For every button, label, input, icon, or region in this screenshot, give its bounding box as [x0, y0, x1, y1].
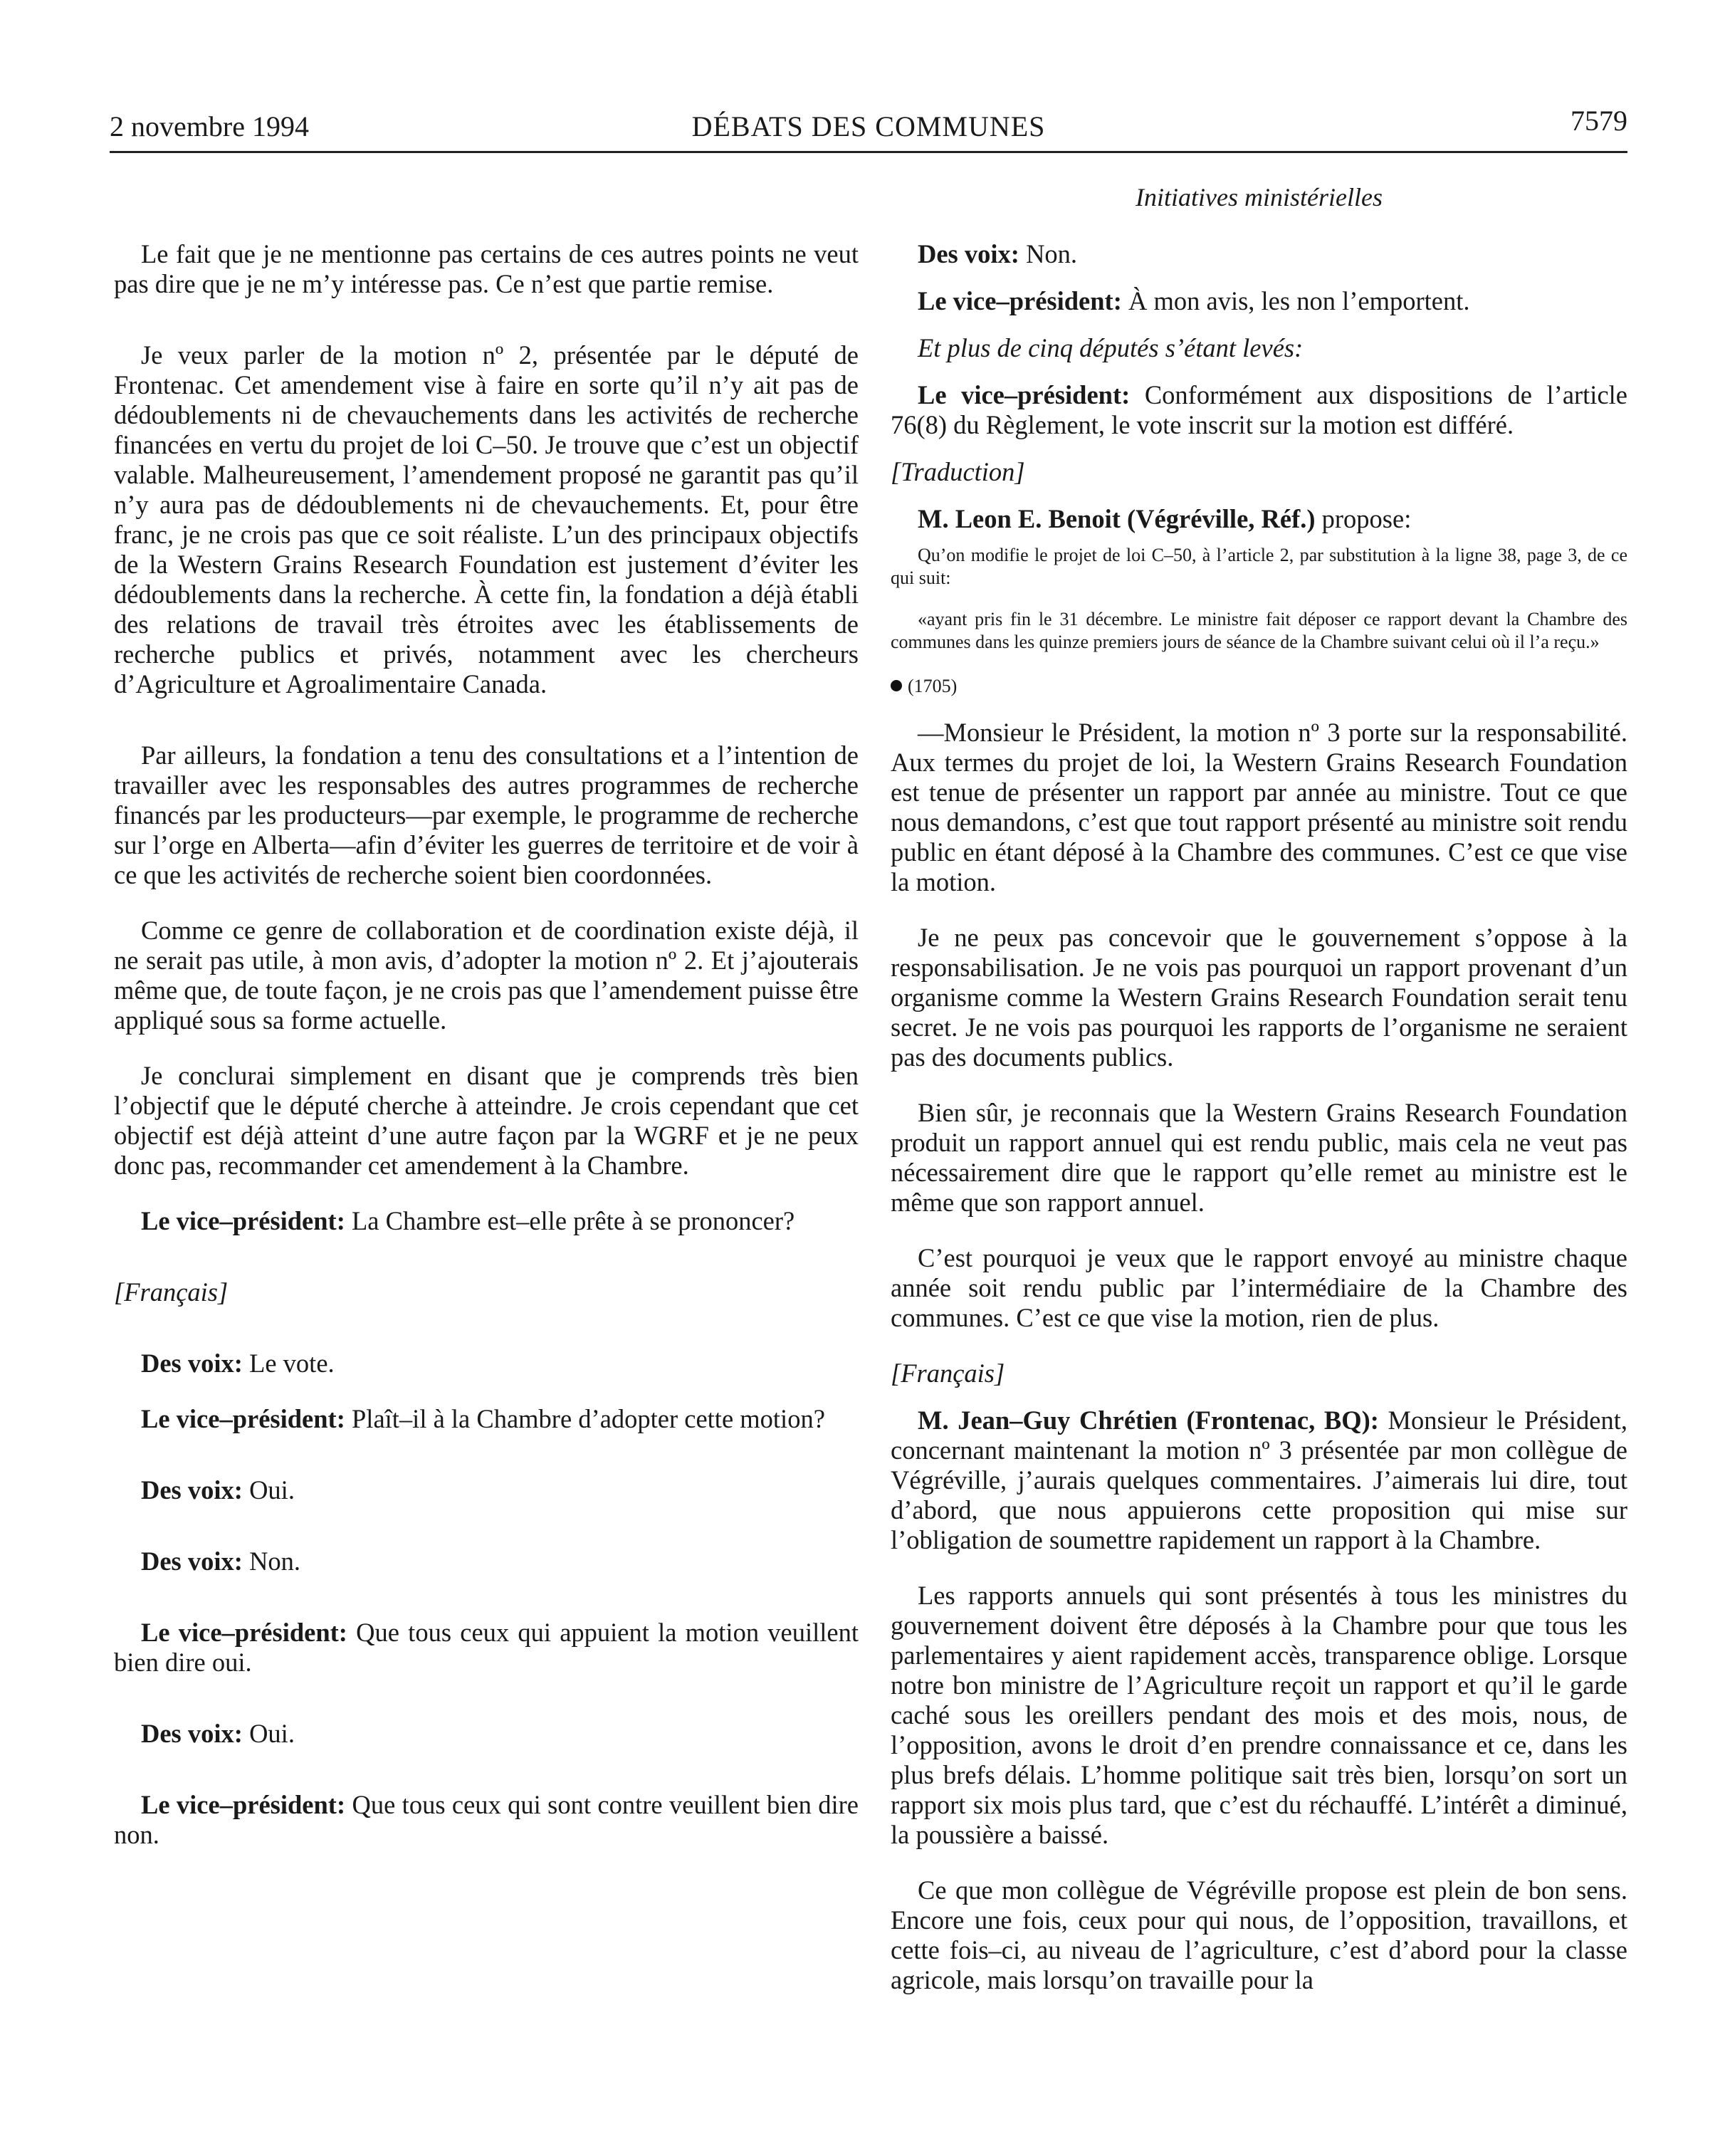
motion-text: Qu’on modifie le projet de loi C–50, à l’article 2, par substitution à la ligne 38, page 3, de ce qui suit: — [891, 545, 1627, 588]
paragraph: Je conclurai simplement en disant que je comprends très bien l’objectif que le député cherche à atteindre. Je crois cependant que cet objectif est déjà atteint d’une autre façon par la WGRF et je ne peux donc pas, recommander cet amendement à la Chambre. — [114, 1061, 859, 1180]
speaker-name: Le vice–président: — [141, 1790, 346, 1819]
language-tag: [Français] — [891, 1359, 1005, 1388]
time-marker — [891, 675, 1627, 698]
speech-text: Oui. — [242, 1719, 295, 1748]
speech-text: Que tous ceux qui sont contre veuillent bien dire non. — [114, 1790, 859, 1849]
speaker-name: Le vice–président: — [141, 1618, 347, 1647]
speaker-paragraph — [114, 1547, 859, 1576]
speaker-name: Le vice–président: — [141, 1404, 345, 1433]
speaker-paragraph — [891, 239, 1627, 269]
speaker-paragraph — [114, 1719, 859, 1749]
speech-text: Plaît–il à la Chambre d’adopter cette motion? — [345, 1404, 825, 1433]
speech-text: Monsieur le Président, concernant maintenant la motion nº 3 présentée par mon collègue de Végréville, j’aurais quelques commentaires. J’aimerais lui dire, tout d’abord, que nous appuierons cette proposition qui mise sur l’obligation de soumettre rapidement un rapport à la Chambre. — [891, 1406, 1627, 1554]
speech-text: Conformément aux dispositions de l’article 76(8) du Règlement, le vote inscrit sur la motion est différé. — [891, 380, 1627, 439]
paragraph: C’est pourquoi je veux que le rapport envoyé au ministre chaque année soit rendu public par l’intermédiaire de la Chambre des communes. C’est ce que vise la motion, rien de plus. — [891, 1243, 1627, 1332]
speech-text: Le vote. — [242, 1349, 335, 1378]
speaker-paragraph — [114, 1618, 859, 1678]
header-title: DÉBATS DES COMMUNES — [691, 110, 1046, 142]
page-header — [110, 107, 1627, 153]
motion-quote: «ayant pris fin le 31 décembre. Le ministre fait déposer ce rapport devant la Chambre des communes dans les quinze premiers jours de séance de la Chambre suivant celui où il l’a reçu.» — [891, 609, 1627, 652]
speaker-paragraph — [891, 380, 1627, 440]
right-column — [891, 239, 1627, 1995]
paragraph: Le fait que je ne mentionne pas certains de ces autres points ne veut pas dire que je ne m’y intéresse pas. Ce n’est que partie remise. — [114, 239, 859, 298]
paragraph: Je veux parler de la motion nº 2, présentée par le député de Frontenac. Cet amendement vise à faire en sorte qu’il n’y ait pas de dédoublements ni de chevauchements dans les activités de recherche financées en vertu du projet de loi C–50. Je trouve que c’est un objectif valable. Malheureusement, l’amendement proposé ne garantit pas qu’il n’y aura pas de dédoublements ni de chevauchements. Et, pour être franc, je ne crois pas que ce soit réaliste. L’un des principaux objectifs de la Western Grains Research Foundation est justement d’éviter les dédoublements dans la recherche. À cette fin, la fondation a déjà établi des relations de travail très étroites avec les établissements de recherche publics et privés, notamment avec les chercheurs d’Agriculture et Agroalimentaire Canada. — [114, 340, 859, 698]
page-number: 7579 — [1570, 105, 1627, 137]
paragraph: Je ne peux pas concevoir que le gouvernement s’oppose à la responsabilisation. Je ne vois pas pourquoi un rapport provenant d’un organisme comme la Western Grains Research Foundation serait tenu secret. Je ne vois pas pourquoi les rapports de l’organisme ne seraient pas des documents publics. — [891, 923, 1627, 1072]
paragraph: Bien sûr, je reconnais que la Western Grains Research Foundation produit un rapport annuel qui est rendu public, mais cela ne veut pas nécessairement dire que le rapport qu’elle remet au ministre est le même que son rapport annuel. — [891, 1098, 1627, 1217]
paragraph: Comme ce genre de collaboration et de coordination existe déjà, il ne serait pas utile, à mon avis, d’adopter la motion nº 2. Et j’ajouterais même que, de toute façon, je ne crois pas que l’amendement puisse être appliqué sous sa forme actuelle. — [114, 916, 859, 1035]
speech-text: Oui. — [242, 1475, 295, 1505]
paragraph: Par ailleurs, la fondation a tenu des consultations et a l’intention de travailler avec les responsables des autres programmes de recherche financés par les producteurs—par exemple, le programme de recherche sur l’orge en Alberta—afin d’éviter les guerres de territoire et de voir à ce que les activités de recherche soient bien coordonnées. — [114, 741, 859, 889]
time-marker-text: (1705) — [908, 676, 958, 696]
speaker-name: Le vice–président: — [141, 1206, 345, 1235]
speech-text: Non. — [1019, 239, 1078, 268]
speaker-paragraph — [114, 1206, 859, 1236]
speaker-name: Des voix: — [141, 1475, 243, 1505]
speech-text: La Chambre est–elle prête à se prononcer? — [345, 1206, 795, 1235]
speaker-paragraph — [891, 1406, 1627, 1555]
speech-text: propose: — [1315, 504, 1412, 533]
speaker-paragraph — [114, 1349, 859, 1378]
left-column — [114, 239, 859, 1850]
paragraph: Les rapports annuels qui sont présentés à tous les ministres du gouvernement doivent être déposés à la Chambre pour que tous les parlementaires y aient rapidement accès, transparence oblige. Lorsque notre bon ministre de l’Agriculture reçoit un rapport et qu’il le garde caché sous les oreillers pendant des mois et des mois, nous, de l’opposition, avons le droit d’en prendre connaissance et ce, dans les plus brefs délais. L’homme politique sait très bien, lorsqu’on sort un rapport six mois plus tard, que c’est du réchauffé. L’intérêt a diminué, la poussière a baissé. — [891, 1581, 1627, 1849]
speaker-name: Des voix: — [141, 1719, 243, 1748]
speaker-name: Des voix: — [141, 1349, 243, 1378]
speaker-name: M. Leon E. Benoit (Végréville, Réf.) — [918, 504, 1316, 533]
speech-text: À mon avis, les non l’emportent. — [1121, 286, 1470, 315]
speaker-paragraph — [114, 1475, 859, 1505]
speaker-name: M. Jean–Guy Chrétien (Frontenac, BQ): — [918, 1406, 1379, 1435]
speaker-name: Le vice–président: — [918, 286, 1122, 315]
stage-direction: Et plus de cinq députés s’étant levés: — [918, 333, 1304, 362]
speaker-paragraph — [891, 504, 1627, 534]
speaker-name: Des voix: — [141, 1547, 243, 1576]
speech-text: Que tous ceux qui appuient la motion veuillent bien dire oui. — [114, 1618, 859, 1677]
paragraph: —Monsieur le Président, la motion nº 3 porte sur la responsabilité. Aux termes du projet de loi, la Western Grains Research Foundation est tenue de présenter un rapport par année au ministre. Tout ce que nous demandons, c’est que tout rapport présenté au ministre soit rendu public en étant déposé à la Chambre des communes. C’est ce que vise la motion. — [891, 718, 1627, 896]
speaker-paragraph — [114, 1404, 859, 1434]
paragraph: Ce que mon collègue de Végréville propose est plein de bon sens. Encore une fois, ceux pour qui nous, de l’opposition, travaillons, et cette fois–ci, au niveau de l’agriculture, c’est d’abord pour la classe agricole, mais lorsqu’on travaille pour la — [891, 1875, 1627, 1994]
speaker-name: Le vice–président: — [918, 380, 1131, 409]
speaker-paragraph — [114, 1790, 859, 1850]
section-title: Initiatives ministérielles — [1136, 183, 1383, 211]
language-tag: [Traduction] — [891, 457, 1025, 486]
speaker-paragraph — [891, 286, 1627, 316]
speaker-name: Des voix: — [918, 239, 1019, 268]
language-tag: [Français] — [114, 1277, 229, 1307]
bullet-icon — [891, 680, 902, 691]
header-date: 2 novembre 1994 — [110, 110, 309, 142]
speech-text: Non. — [242, 1547, 301, 1576]
